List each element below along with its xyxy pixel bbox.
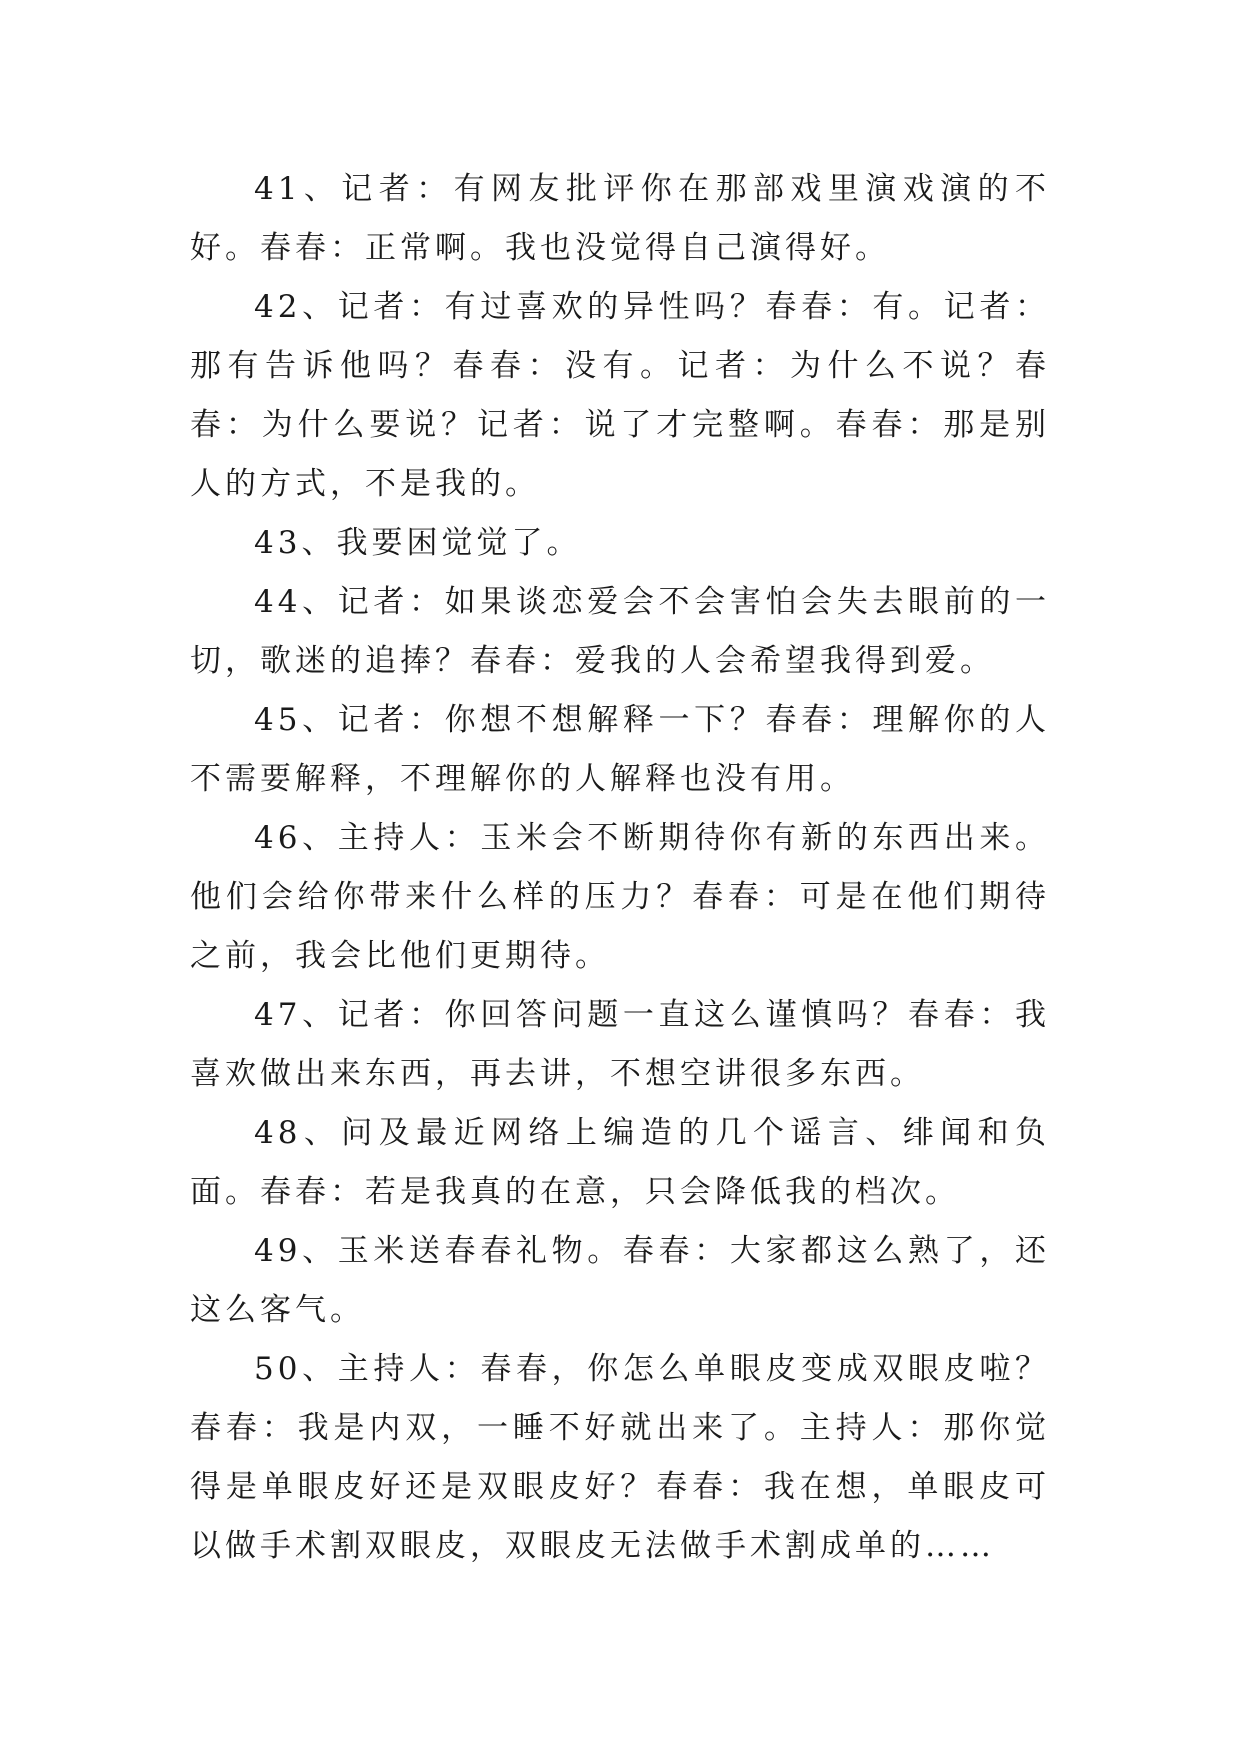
paragraph-46: 46、主持人：玉米会不断期待你有新的东西出来。他们会给你带来什么样的压力？春春：可是在他们期待之前，我会比他们更期待。: [190, 820, 1050, 974]
paragraph-43: 43、我要困觉觉了。: [254, 525, 582, 561]
paragraph-49: 49、玉米送春春礼物。春春：大家都这么熟了，还这么客气。: [190, 1233, 1050, 1328]
paragraph-44: 44、记者：如果谈恋爱会不会害怕会失去眼前的一切，歌迷的追捧？春春：爱我的人会希望我得到爱。: [190, 584, 1050, 679]
paragraph-48: 48、问及最近网络上编造的几个谣言、绯闻和负面。春春：若是我真的在意，只会降低我的档次。: [190, 1115, 1050, 1210]
paragraph-50: 50、主持人：春春，你怎么单眼皮变成双眼皮啦？春春：我是内双，一睡不好就出来了。主持人：那你觉得是单眼皮好还是双眼皮好？春春：我在想，单眼皮可以做手术割双眼皮，双眼皮无法做手术割成单的……: [190, 1351, 1050, 1564]
paragraph-45: 45、记者：你想不想解释一下？春春：理解你的人不需要解释，不理解你的人解释也没有用。: [190, 702, 1050, 797]
document-body: [190, 160, 1050, 1576]
paragraph-42: 42、记者：有过喜欢的异性吗？春春：有。记者：那有告诉他吗？春春：没有。记者：为什么不说？春春：为什么要说？记者：说了才完整啊。春春：那是别人的方式，不是我的。: [190, 289, 1050, 502]
paragraph-41: 41、记者：有网友批评你在那部戏里演戏演的不好。春春：正常啊。我也没觉得自己演得好。: [190, 171, 1050, 266]
paragraph-47: 47、记者：你回答问题一直这么谨慎吗？春春：我喜欢做出来东西，再去讲，不想空讲很多东西。: [190, 997, 1050, 1092]
